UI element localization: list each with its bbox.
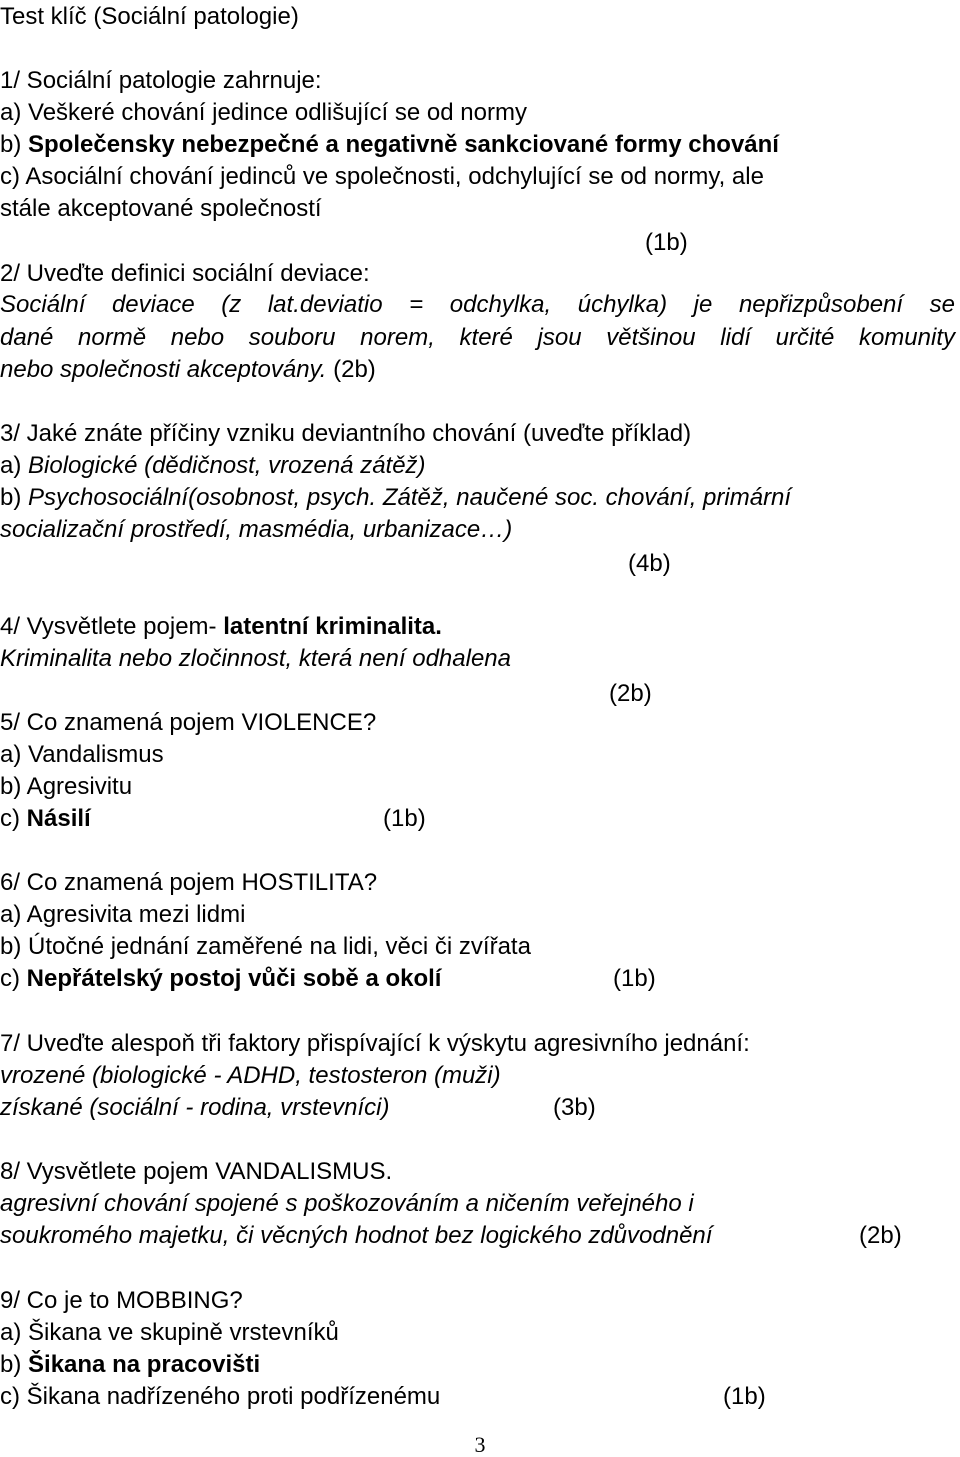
q2-answer-line3: nebo společnosti akceptovány.	[0, 356, 327, 383]
q9-option-b-prefix: b)	[0, 1351, 22, 1378]
q8-answer-line1: agresivní chování spojené s poškozováním a ničením veřejného i	[0, 1190, 694, 1217]
q8-points: (2b)	[859, 1222, 902, 1249]
q7-points: (3b)	[553, 1094, 596, 1121]
q4-question-prefix: 4/ Vysvětlete pojem-	[0, 613, 224, 640]
q7-question: 7/ Uveďte alespoň tři faktory přispívající k výskytu agresivního jednání:	[0, 1030, 750, 1057]
q6-option-c	[0, 965, 441, 993]
q8-answer-line2: soukromého majetku, či věcných hodnot bez logického zdůvodnění	[0, 1222, 713, 1249]
q9-points: (1b)	[723, 1383, 766, 1410]
q1-option-b-prefix: b)	[0, 131, 22, 158]
q3-option-a	[0, 452, 426, 480]
q5-option-c-prefix: c)	[0, 805, 20, 832]
q1-option-c-line2: stále akceptované společností	[0, 195, 322, 222]
page-number: 3	[474, 1432, 486, 1457]
q3-option-b-prefix: b)	[0, 484, 22, 511]
q3-option-a-text: Biologické (dědičnost, vrozená zátěž)	[28, 452, 426, 479]
q4-answer: Kriminalita nebo zločinnost, která není odhalena	[0, 645, 511, 672]
q3-points: (4b)	[628, 550, 671, 577]
q6-option-a: a) Agresivita mezi lidmi	[0, 901, 246, 928]
q6-option-c-correct: Nepřátelský postoj vůči sobě a okolí	[26, 965, 442, 992]
page-title: Test klíč (Sociální patologie)	[0, 3, 299, 30]
q4-question-term: latentní kriminalita.	[223, 613, 442, 640]
q1-question: 1/ Sociální patologie zahrnuje:	[0, 67, 322, 94]
q5-question: 5/ Co znamená pojem VIOLENCE?	[0, 709, 377, 736]
q1-option-a: a) Veškeré chování jedince odlišující se od normy	[0, 99, 527, 126]
q9-option-c: c) Šikana nadřízeného proti podřízenému	[0, 1383, 441, 1410]
q5-option-c-correct: Násilí	[26, 805, 91, 832]
q2-answer-line2: dané normě nebo souboru norem, které jsou většinou lidí určité komunity	[0, 324, 955, 351]
q3-question: 3/ Jaké znáte příčiny vzniku deviantního chování (uveďte příklad)	[0, 420, 692, 447]
q7-answer-line1: vrozené (biologické - ADHD, testosteron (muži)	[0, 1062, 501, 1089]
q4-points: (2b)	[609, 680, 652, 707]
q1-points: (1b)	[645, 229, 688, 256]
q5-option-b: b) Agresivitu	[0, 773, 133, 800]
q1-option-b-correct: Společensky nebezpečné a negativně sankciované formy chování	[28, 131, 779, 158]
q6-points: (1b)	[613, 965, 656, 992]
q2-points: (2b)	[333, 356, 376, 383]
q7-answer-line2: získané (sociální - rodina, vrstevníci)	[0, 1094, 390, 1121]
q3-option-b-line2: socializační prostředí, masmédia, urbanizace…)	[0, 516, 513, 543]
q9-option-b-correct: Šikana na pracovišti	[28, 1351, 261, 1378]
q3-option-b-text-line1: Psychosociální(osobnost, psych. Zátěž, naučené soc. chování, primární	[28, 484, 792, 511]
q6-option-b: b) Útočné jednání zaměřené na lidi, věci či zvířata	[0, 933, 531, 960]
q2-answer-line1: Sociální deviace (z lat.deviatio = odchylka, úchylka) je nepřizpůsobení se	[0, 291, 955, 318]
q9-option-a: a) Šikana ve skupině vrstevníků	[0, 1319, 339, 1346]
q1-option-b	[0, 131, 779, 159]
q4-question	[0, 613, 442, 641]
q3-option-a-prefix: a)	[0, 452, 22, 479]
q6-question: 6/ Co znamená pojem HOSTILITA?	[0, 869, 378, 896]
q9-option-b	[0, 1351, 260, 1379]
q5-option-a: a) Vandalismus	[0, 741, 164, 768]
q6-option-c-prefix: c)	[0, 965, 20, 992]
q2-answer-line3-row	[0, 356, 376, 384]
q3-option-b-line1	[0, 484, 791, 512]
q9-question: 9/ Co je to MOBBING?	[0, 1287, 243, 1314]
q5-points: (1b)	[383, 805, 426, 832]
q5-option-c	[0, 805, 91, 833]
q8-question: 8/ Vysvětlete pojem VANDALISMUS.	[0, 1158, 393, 1185]
q2-question: 2/ Uveďte definici sociální deviace:	[0, 260, 370, 287]
q1-option-c-line1: c) Asociální chování jedinců ve společnosti, odchylující se od normy, ale	[0, 163, 764, 190]
